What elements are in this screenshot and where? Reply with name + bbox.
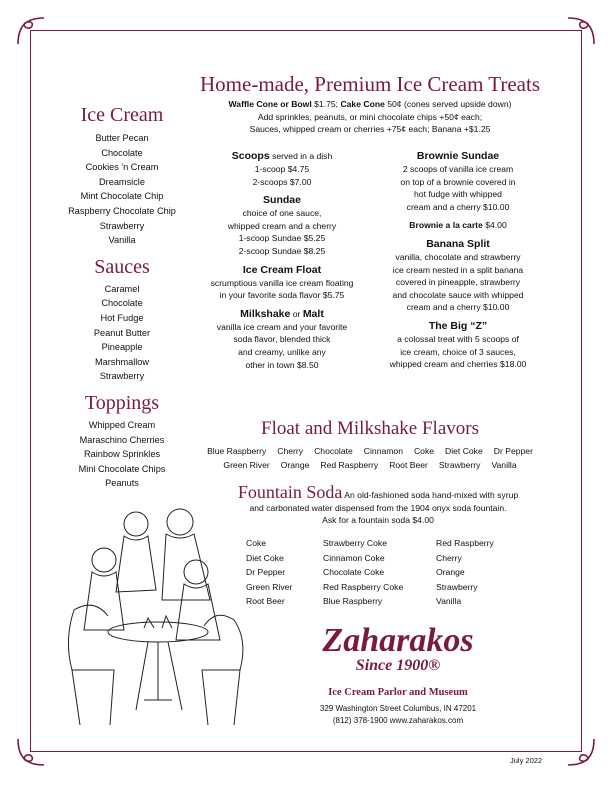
flavor-item: Cherry bbox=[277, 446, 304, 456]
ice-cream-flavor: Dreamsicle bbox=[99, 176, 145, 187]
soda-item: Red Raspberry bbox=[436, 538, 494, 548]
brownie-line1: 2 scoops of vanilla ice cream bbox=[402, 164, 514, 174]
sauce-item: Caramel bbox=[104, 283, 140, 294]
sauce-item: Chocolate bbox=[101, 298, 143, 309]
brownie-title: Brownie Sundae bbox=[416, 150, 500, 162]
milkshake-title: Milkshake bbox=[240, 307, 291, 320]
soda-item: Chocolate Coke bbox=[323, 567, 385, 578]
intro-line3: Sauces, whipped cream or cherries +75¢ each; Banana +$1.25 bbox=[249, 124, 491, 135]
milkshake-line2: soda flavor, blended thick bbox=[233, 334, 331, 345]
flavor-item: Vanilla bbox=[491, 460, 517, 470]
left-column bbox=[60, 104, 184, 491]
menu-date: July 2022 bbox=[510, 756, 543, 765]
sauce-item: Peanut Butter bbox=[93, 327, 151, 338]
toppings-list bbox=[60, 418, 184, 491]
intro-line2: Add sprinkles, peanuts, or mini chocolate chips +50¢ each; bbox=[257, 111, 483, 122]
brownie-line4: cream and a cherry $10.00 bbox=[406, 201, 510, 212]
soda-item: Coke bbox=[246, 538, 267, 548]
milkshake-or: or bbox=[292, 308, 301, 319]
flavor-item: Diet Coke bbox=[445, 446, 483, 456]
flavor-item: Coke bbox=[413, 446, 435, 456]
flavor-item: Green River bbox=[223, 460, 270, 470]
milkshake-line3: and creamy, unlike any bbox=[238, 346, 326, 357]
brand-logo: Zaharakos bbox=[322, 622, 474, 659]
flavor-item: Cinnamon bbox=[363, 446, 403, 456]
banana-line1: vanilla, chocolate and strawberry bbox=[395, 251, 521, 262]
flavor-item: Dr Pepper bbox=[493, 446, 533, 456]
topping-item: Maraschino Cherries bbox=[79, 434, 165, 445]
fountain-desc3: Ask for a fountain soda $4.00 bbox=[322, 515, 434, 526]
ice-cream-flavor: Raspberry Chocolate Chip bbox=[68, 205, 176, 216]
soda-item: Vanilla bbox=[436, 596, 462, 607]
banana-title: Banana Split bbox=[426, 237, 490, 250]
banana-line5: cream and a cherry $10.00 bbox=[406, 302, 510, 313]
corner-flourish-icon bbox=[564, 735, 598, 769]
fountain-title: Fountain Soda bbox=[237, 482, 343, 502]
toppings-title: Toppings bbox=[84, 391, 160, 414]
corner-flourish-icon bbox=[14, 14, 48, 48]
banana-line2: ice cream nested in a split banana bbox=[392, 264, 524, 275]
sundae-line1: choice of one sauce, bbox=[242, 208, 322, 219]
sauces-list bbox=[60, 282, 184, 384]
topping-item: Rainbow Sprinkles bbox=[83, 449, 161, 460]
fountain-desc1: An old-fashioned soda hand-mixed with syrup bbox=[344, 490, 519, 500]
banana-line4: and chocolate sauce with whipped bbox=[392, 289, 524, 300]
bigz-line3: whipped cream and cherries $18.00 bbox=[389, 359, 527, 370]
children-ice-cream-illustration bbox=[44, 500, 268, 732]
sauce-item: Strawberry bbox=[99, 371, 145, 382]
flavors-row-1 bbox=[200, 444, 540, 458]
sauces-title: Sauces bbox=[94, 255, 150, 278]
float-line1: scrumptious vanilla ice cream floating bbox=[210, 277, 354, 288]
sauce-item: Pineapple bbox=[101, 342, 143, 353]
ice-cream-flavor: Cookies 'n Cream bbox=[85, 162, 159, 173]
flavor-item: Chocolate bbox=[314, 446, 353, 456]
fountain-col-3 bbox=[436, 536, 526, 609]
milkshake-line1: vanilla ice cream and your favorite bbox=[216, 321, 348, 332]
flavors-title: Float and Milkshake Flavors bbox=[261, 418, 479, 439]
soda-item: Diet Coke bbox=[246, 552, 284, 563]
brand-tagline: Ice Cream Parlor and Museum bbox=[328, 687, 468, 698]
brand-address: 329 Washington Street Columbus, IN 47201 bbox=[319, 704, 477, 713]
milkshake-line4: other in town $8.50 bbox=[245, 359, 319, 370]
flavor-item: Root Beer bbox=[389, 460, 428, 470]
sundae-line4: 2-scoop Sundae $8.25 bbox=[238, 245, 326, 256]
sundae-line3: 1-scoop Sundae $5.25 bbox=[238, 233, 326, 244]
ice-cream-flavor: Strawberry bbox=[99, 220, 145, 231]
corner-flourish-icon bbox=[564, 14, 598, 48]
float-title: Ice Cream Float bbox=[242, 263, 322, 276]
intro-block bbox=[200, 98, 540, 136]
soda-item: Strawberry bbox=[436, 581, 478, 592]
ice-cream-flavor: Chocolate bbox=[101, 147, 143, 158]
ice-cream-flavor: Butter Pecan bbox=[95, 133, 149, 143]
brownie-line2: on top of a brownie covered in bbox=[400, 176, 516, 187]
topping-item: Whipped Cream bbox=[88, 419, 156, 430]
scoops-line1: 1-scoop $4.75 bbox=[254, 164, 310, 174]
soda-item: Green River bbox=[246, 581, 293, 592]
bigz-line1: a colossal treat with 5 scoops of bbox=[397, 333, 519, 344]
intro-cake-label: Cake Cone bbox=[340, 99, 385, 109]
banana-line3: covered in pineapple, strawberry bbox=[395, 277, 521, 288]
brownie-line3: hot fudge with whipped bbox=[414, 189, 502, 200]
scoops-line2: 2-scoops $7.00 bbox=[252, 176, 312, 187]
flavors-block bbox=[200, 444, 540, 472]
scoops-title: Scoops bbox=[231, 150, 270, 162]
soda-item: Root Beer bbox=[246, 596, 285, 607]
right-column bbox=[372, 150, 544, 371]
intro-cake-rest: 50¢ (cones served upside down) bbox=[387, 99, 512, 109]
sauce-item: Marshmallow bbox=[94, 356, 150, 367]
flavor-item: Blue Raspberry bbox=[207, 446, 267, 456]
float-line2: in your favorite soda flavor $5.75 bbox=[219, 290, 345, 301]
sundae-title: Sundae bbox=[263, 194, 301, 207]
bigz-line2: ice cream, choice of 3 sauces, bbox=[400, 346, 516, 357]
flavors-row-2 bbox=[200, 458, 540, 472]
flavor-item: Strawberry bbox=[438, 460, 481, 470]
soda-item: Strawberry Coke bbox=[323, 538, 387, 548]
middle-column bbox=[196, 150, 368, 371]
soda-item: Cherry bbox=[436, 552, 462, 563]
intro-waffle-label: Waffle Cone or Bowl bbox=[228, 99, 312, 109]
ice-cream-title: Ice Cream bbox=[80, 104, 164, 126]
fountain-col-2 bbox=[323, 536, 423, 609]
brand-contact: (812) 378-1900 www.zaharakos.com bbox=[332, 716, 464, 725]
brand-since: Since 1900® bbox=[355, 657, 441, 674]
soda-item: Cinnamon Coke bbox=[323, 552, 385, 563]
brownie-alacarte-label: Brownie a la carte bbox=[409, 220, 483, 231]
malt-title: Malt bbox=[302, 307, 324, 320]
soda-item: Dr Pepper bbox=[246, 567, 286, 578]
soda-item: Orange bbox=[436, 567, 465, 578]
topping-item: Mini Chocolate Chips bbox=[78, 463, 166, 474]
ice-cream-flavor: Mint Chocolate Chip bbox=[80, 191, 164, 202]
sundae-line2: whipped cream and a cherry bbox=[227, 220, 337, 231]
soda-item: Red Raspberry Coke bbox=[323, 581, 404, 592]
scoops-title-rest: served in a dish bbox=[272, 151, 333, 161]
sauce-item: Hot Fudge bbox=[100, 312, 144, 323]
fountain-desc2: and carbonated water dispensed from the 1904 onyx soda fountain. bbox=[249, 502, 507, 513]
flavor-item: Orange bbox=[280, 460, 310, 470]
brownie-alacarte-price: $4.00 bbox=[485, 220, 507, 231]
intro-waffle-price: $1.75; bbox=[314, 99, 339, 109]
flavor-item: Red Raspberry bbox=[320, 460, 379, 470]
corner-flourish-icon bbox=[14, 735, 48, 769]
soda-item: Blue Raspberry bbox=[323, 596, 383, 607]
ice-cream-flavor: Vanilla bbox=[108, 235, 136, 246]
bigz-title: The Big “Z” bbox=[428, 319, 488, 332]
main-title: Home-made, Premium Ice Cream Treats bbox=[200, 72, 540, 96]
ice-cream-list bbox=[60, 131, 184, 248]
topping-item: Peanuts bbox=[105, 478, 139, 489]
